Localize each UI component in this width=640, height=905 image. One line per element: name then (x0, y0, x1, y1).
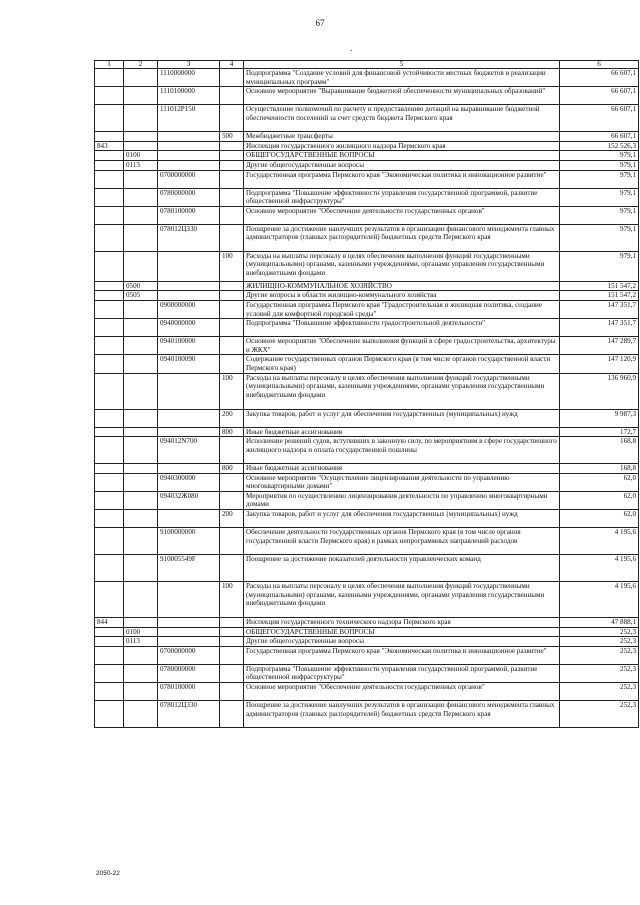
expense-type-cell (220, 627, 244, 637)
admin-code-cell (95, 510, 124, 528)
section-code-cell (124, 251, 158, 281)
expense-type-cell (220, 300, 244, 318)
amount-cell: 62,0 (560, 473, 639, 491)
target-article-cell (158, 291, 220, 301)
target-article-cell: 0700000000 (158, 646, 220, 664)
section-code-cell (124, 337, 158, 355)
admin-code-cell (95, 69, 124, 87)
amount-cell: 252,3 (560, 646, 639, 664)
admin-code-cell (95, 473, 124, 491)
expense-type-cell (220, 151, 244, 161)
expense-type-cell (220, 160, 244, 170)
amount-cell: 66 607,1 (560, 87, 639, 105)
admin-code-cell (95, 555, 124, 582)
admin-code-cell (95, 646, 124, 664)
amount-cell: 151 547,2 (560, 281, 639, 291)
section-code-cell (124, 132, 158, 142)
amount-cell: 147 120,9 (560, 355, 639, 373)
expense-type-cell (220, 87, 244, 105)
amount-cell: 979,1 (560, 188, 639, 206)
expense-type-cell (220, 188, 244, 206)
target-article-cell (158, 510, 220, 528)
section-code-cell (124, 618, 158, 628)
amount-cell: 168,8 (560, 464, 639, 474)
item-name-cell: Основное мероприятие "Обеспечение деятельности государственных органов" (244, 206, 560, 224)
expense-type-cell (220, 170, 244, 188)
amount-cell: 979,1 (560, 224, 639, 251)
target-article-cell: 0780100000 (158, 683, 220, 701)
section-code-cell: 0100 (124, 627, 158, 637)
item-name-cell: Государственная программа Пермского края "Градостроительная и жилищная политика, создание условий для комфортной городской среды" (244, 300, 560, 318)
table-row (95, 160, 639, 170)
section-code-cell (124, 141, 158, 151)
table-row (95, 132, 639, 142)
target-article-cell: 0900000000 (158, 300, 220, 318)
section-code-cell: 0100 (124, 151, 158, 161)
target-article-cell: 094032Ж080 (158, 491, 220, 509)
header-cell: 5 (244, 61, 560, 69)
table-row (95, 582, 639, 618)
admin-code-cell (95, 701, 124, 728)
expense-type-cell (220, 224, 244, 251)
amount-cell: 4 195,6 (560, 582, 639, 618)
admin-code-cell (95, 160, 124, 170)
admin-code-cell (95, 528, 124, 555)
amount-cell: 147 351,7 (560, 319, 639, 337)
item-name-cell: Расходы на выплаты персоналу в целях обеспечения выполнения функций государственными (муниципальными) органами, казенными учреждениями, органами управления государственными внебюджетными фондами (244, 251, 560, 281)
item-name-cell: Подпрограмма "Повышение эффективности управления государственной программой, развитие общественной инфраструктуры" (244, 664, 560, 682)
amount-cell: 66 607,1 (560, 69, 639, 87)
table-row (95, 646, 639, 664)
table-row (95, 151, 639, 161)
target-article-cell: 078012Ц330 (158, 224, 220, 251)
table-row (95, 618, 639, 628)
target-article-cell: 0940000000 (158, 319, 220, 337)
header-cell: 6 (560, 61, 639, 69)
target-article-cell (158, 151, 220, 161)
admin-code-cell (95, 427, 124, 437)
target-article-cell (158, 582, 220, 618)
table-row (95, 291, 639, 301)
target-article-cell: 1110100000 (158, 87, 220, 105)
item-name-cell: Иные бюджетные ассигнования (244, 464, 560, 474)
target-article-cell: 0940300000 (158, 473, 220, 491)
item-name-cell: Инспекция государственного технического надзора Пермского края (244, 618, 560, 628)
table-row (95, 473, 639, 491)
table-row (95, 337, 639, 355)
section-code-cell (124, 437, 158, 464)
table-row (95, 105, 639, 132)
table-row (95, 355, 639, 373)
admin-code-cell: 843 (95, 141, 124, 151)
admin-code-cell (95, 291, 124, 301)
admin-code-cell (95, 437, 124, 464)
admin-code-cell (95, 582, 124, 618)
amount-cell: 151 547,2 (560, 291, 639, 301)
table-body (95, 69, 639, 728)
page-mark: - (350, 46, 353, 54)
item-name-cell: Государственная программа Пермского края "Экономическая политика и инновационное развитие" (244, 646, 560, 664)
amount-cell: 252,3 (560, 701, 639, 728)
amount-cell: 147 351,7 (560, 300, 639, 318)
table-row (95, 373, 639, 409)
amount-cell: 979,1 (560, 251, 639, 281)
admin-code-cell (95, 206, 124, 224)
amount-cell: 62,0 (560, 510, 639, 528)
admin-code-cell (95, 188, 124, 206)
item-name-cell: Другие общегосударственные вопросы (244, 637, 560, 647)
item-name-cell: Поощрение за достижение показателей деятельности управленческих команд (244, 555, 560, 582)
section-code-cell (124, 170, 158, 188)
admin-code-cell (95, 105, 124, 132)
item-name-cell: ОБЩЕГОСУДАРСТВЕННЫЕ ВОПРОСЫ (244, 627, 560, 637)
admin-code-cell (95, 281, 124, 291)
item-name-cell: Осуществление полномочий по расчету и предоставлению дотаций на выравнивание бюджетной обеспеченности поселений за счет средств бюджета Пермского края (244, 105, 560, 132)
expense-type-cell: 800 (220, 427, 244, 437)
section-code-cell (124, 355, 158, 373)
expense-type-cell: 200 (220, 409, 244, 427)
section-code-cell (124, 510, 158, 528)
table-row (95, 170, 639, 188)
target-article-cell (158, 409, 220, 427)
target-article-cell: 094012N700 (158, 437, 220, 464)
admin-code-cell (95, 87, 124, 105)
target-article-cell (158, 160, 220, 170)
item-name-cell: Основное мероприятие "Обеспечение деятельности государственных органов" (244, 683, 560, 701)
expense-type-cell (220, 319, 244, 337)
table-row (95, 510, 639, 528)
target-article-cell (158, 141, 220, 151)
expense-type-cell (220, 683, 244, 701)
target-article-cell (158, 373, 220, 409)
item-name-cell: Подпрограмма "Повышение эффективности градостроительной деятельности" (244, 319, 560, 337)
expense-type-cell: 800 (220, 464, 244, 474)
section-code-cell: 0113 (124, 160, 158, 170)
amount-cell: 172,7 (560, 427, 639, 437)
section-code-cell (124, 555, 158, 582)
admin-code-cell (95, 300, 124, 318)
amount-cell: 252,3 (560, 627, 639, 637)
target-article-cell: 078012Ц330 (158, 701, 220, 728)
table-row (95, 627, 639, 637)
amount-cell: 168,8 (560, 437, 639, 464)
admin-code-cell (95, 637, 124, 647)
amount-cell: 252,3 (560, 637, 639, 647)
section-code-cell (124, 427, 158, 437)
target-article-cell: 0700000000 (158, 170, 220, 188)
section-code-cell (124, 528, 158, 555)
target-article-cell: 111012P150 (158, 105, 220, 132)
header-cell: 4 (220, 61, 244, 69)
target-article-cell (158, 464, 220, 474)
expense-type-cell (220, 664, 244, 682)
item-name-cell: Поощрение за достижение наилучших результатов в организации финансового менеджмента главных администраторов (главных распорядителей) бюджетных средств Пермского края (244, 224, 560, 251)
header-cell: 3 (158, 61, 220, 69)
admin-code-cell (95, 464, 124, 474)
target-article-cell (158, 251, 220, 281)
item-name-cell: Содержание государственных органов Пермского края (в том числе органов государственной власти Пермского края) (244, 355, 560, 373)
table-row (95, 251, 639, 281)
amount-cell: 66 607,1 (560, 105, 639, 132)
expense-type-cell (220, 646, 244, 664)
section-code-cell (124, 224, 158, 251)
admin-code-cell: 844 (95, 618, 124, 628)
target-article-cell: 910005549F (158, 555, 220, 582)
item-name-cell: Государственная программа Пермского края "Экономическая политика и инновационное развитие" (244, 170, 560, 188)
table-row (95, 464, 639, 474)
admin-code-cell (95, 319, 124, 337)
item-name-cell: ЖИЛИЩНО-КОММУНАЛЬНОЕ ХОЗЯЙСТВО (244, 281, 560, 291)
section-code-cell (124, 491, 158, 509)
amount-cell: 979,1 (560, 151, 639, 161)
admin-code-cell (95, 355, 124, 373)
target-article-cell (158, 427, 220, 437)
amount-cell: 4 195,6 (560, 528, 639, 555)
item-name-cell: Иные бюджетные ассигнования (244, 427, 560, 437)
admin-code-cell (95, 170, 124, 188)
admin-code-cell (95, 627, 124, 637)
table-row (95, 206, 639, 224)
table-row (95, 300, 639, 318)
item-name-cell: Подпрограмма "Создание условий для финансовой устойчивости местных бюджетов и реализации муниципальных программ" (244, 69, 560, 87)
expense-type-cell (220, 69, 244, 87)
amount-cell: 9 987,3 (560, 409, 639, 427)
amount-cell: 4 195,6 (560, 555, 639, 582)
section-code-cell (124, 206, 158, 224)
expense-type-cell: 200 (220, 510, 244, 528)
expense-type-cell (220, 337, 244, 355)
section-code-cell (124, 646, 158, 664)
target-article-cell: 1110000000 (158, 69, 220, 87)
admin-code-cell (95, 224, 124, 251)
page-number: 67 (315, 18, 325, 28)
expense-type-cell (220, 701, 244, 728)
header-cell: 2 (124, 61, 158, 69)
amount-cell: 147 289,7 (560, 337, 639, 355)
expense-type-cell (220, 206, 244, 224)
expense-type-cell (220, 618, 244, 628)
section-code-cell (124, 105, 158, 132)
admin-code-cell (95, 683, 124, 701)
table-row (95, 491, 639, 509)
item-name-cell: Инспекция государственного жилищного надзора Пермского края (244, 141, 560, 151)
amount-cell: 979,1 (560, 206, 639, 224)
section-code-cell (124, 409, 158, 427)
target-article-cell (158, 132, 220, 142)
item-name-cell: Основное мероприятие "Обеспечение выполнения функций в сфере градостроительства, архитектуры и ЖКХ" (244, 337, 560, 355)
budget-table (94, 60, 639, 728)
target-article-cell (158, 637, 220, 647)
footer-code: 2050-22 (96, 870, 120, 877)
expense-type-cell (220, 141, 244, 151)
section-code-cell (124, 87, 158, 105)
section-code-cell (124, 464, 158, 474)
table-row (95, 437, 639, 464)
amount-cell: 136 960,9 (560, 373, 639, 409)
amount-cell: 152 526,3 (560, 141, 639, 151)
expense-type-cell (220, 291, 244, 301)
item-name-cell: Основное мероприятие "Осуществление лицензирования деятельности по управлению многоквартирными домами" (244, 473, 560, 491)
section-code-cell (124, 701, 158, 728)
table-row (95, 528, 639, 555)
table-row (95, 69, 639, 87)
item-name-cell: Поощрение за достижение наилучших результатов в организации финансового менеджмента главных администраторов (главных распорядителей) бюджетных средств Пермского края (244, 701, 560, 728)
expense-type-cell (220, 437, 244, 464)
expense-type-cell (220, 281, 244, 291)
item-name-cell: Основное мероприятие "Выравнивание бюджетной обеспеченности муниципальных образований" (244, 87, 560, 105)
admin-code-cell (95, 373, 124, 409)
amount-cell: 62,0 (560, 491, 639, 509)
target-article-cell (158, 281, 220, 291)
admin-code-cell (95, 251, 124, 281)
expense-type-cell (220, 491, 244, 509)
section-code-cell (124, 69, 158, 87)
header-cell: 1 (95, 61, 124, 69)
section-code-cell: 0505 (124, 291, 158, 301)
amount-cell: 252,3 (560, 683, 639, 701)
expense-type-cell: 500 (220, 132, 244, 142)
section-code-cell: 0500 (124, 281, 158, 291)
amount-cell: 47 888,1 (560, 618, 639, 628)
table-row (95, 141, 639, 151)
table-row (95, 224, 639, 251)
admin-code-cell (95, 409, 124, 427)
item-name-cell: Другие общегосударственные вопросы (244, 160, 560, 170)
amount-cell: 252,3 (560, 664, 639, 682)
section-code-cell (124, 664, 158, 682)
table-row (95, 87, 639, 105)
expense-type-cell (220, 528, 244, 555)
admin-code-cell (95, 151, 124, 161)
item-name-cell: Расходы на выплаты персоналу в целях обеспечения выполнения функций государственными (муниципальными) органами, казенными учреждениями, органами управления государственными внебюджетными фондами (244, 373, 560, 409)
admin-code-cell (95, 491, 124, 509)
table-row (95, 319, 639, 337)
item-name-cell: Подпрограмма "Повышение эффективности управления государственной программой, развитие общественной инфраструктуры" (244, 188, 560, 206)
table-row (95, 683, 639, 701)
amount-cell: 66 607,1 (560, 132, 639, 142)
target-article-cell: 0780000000 (158, 664, 220, 682)
section-code-cell (124, 300, 158, 318)
item-name-cell: Межбюджетные трансферты (244, 132, 560, 142)
table-row (95, 555, 639, 582)
item-name-cell: Другие вопросы в области жилищно-коммунального хозяйства (244, 291, 560, 301)
section-code-cell (124, 319, 158, 337)
item-name-cell: Мероприятия по осуществлению лицензирования деятельности по управлению многоквартирными домами (244, 491, 560, 509)
expense-type-cell: 100 (220, 373, 244, 409)
target-article-cell: 9100000000 (158, 528, 220, 555)
table-row (95, 188, 639, 206)
amount-cell: 979,1 (560, 170, 639, 188)
expense-type-cell: 100 (220, 251, 244, 281)
item-name-cell: Закупка товаров, работ и услуг для обеспечения государственных (муниципальных) нужд (244, 409, 560, 427)
table-header-row (95, 61, 639, 69)
target-article-cell (158, 618, 220, 628)
item-name-cell: Закупка товаров, работ и услуг для обеспечения государственных (муниципальных) нужд (244, 510, 560, 528)
table-row (95, 664, 639, 682)
expense-type-cell (220, 355, 244, 373)
expense-type-cell (220, 473, 244, 491)
target-article-cell: 0940100090 (158, 355, 220, 373)
target-article-cell: 0780000000 (158, 188, 220, 206)
expense-type-cell (220, 105, 244, 132)
table-row (95, 637, 639, 647)
admin-code-cell (95, 337, 124, 355)
target-article-cell (158, 627, 220, 637)
section-code-cell (124, 188, 158, 206)
item-name-cell: Исполнение решений судов, вступивших в законную силу, по мероприятиям в сфере государственного жилищного надзора и оплата государственной пошлины (244, 437, 560, 464)
admin-code-cell (95, 132, 124, 142)
table-row (95, 281, 639, 291)
amount-cell: 979,1 (560, 160, 639, 170)
section-code-cell (124, 683, 158, 701)
section-code-cell: 0113 (124, 637, 158, 647)
table-row (95, 701, 639, 728)
item-name-cell: Обеспечение деятельности государственных органов Пермского края (в том числе органов государственной власти Пермского края) в рамках непрограммных направлений расходов (244, 528, 560, 555)
expense-type-cell (220, 555, 244, 582)
target-article-cell: 0940100000 (158, 337, 220, 355)
admin-code-cell (95, 664, 124, 682)
table-row (95, 409, 639, 427)
section-code-cell (124, 473, 158, 491)
section-code-cell (124, 582, 158, 618)
target-article-cell: 0780100000 (158, 206, 220, 224)
item-name-cell: ОБЩЕГОСУДАРСТВЕННЫЕ ВОПРОСЫ (244, 151, 560, 161)
item-name-cell: Расходы на выплаты персоналу в целях обеспечения выполнения функций государственными (муниципальными) органами, казенными учреждениями, органами управления государственными внебюджетными фондами (244, 582, 560, 618)
expense-type-cell (220, 637, 244, 647)
expense-type-cell: 100 (220, 582, 244, 618)
table-row (95, 427, 639, 437)
section-code-cell (124, 373, 158, 409)
